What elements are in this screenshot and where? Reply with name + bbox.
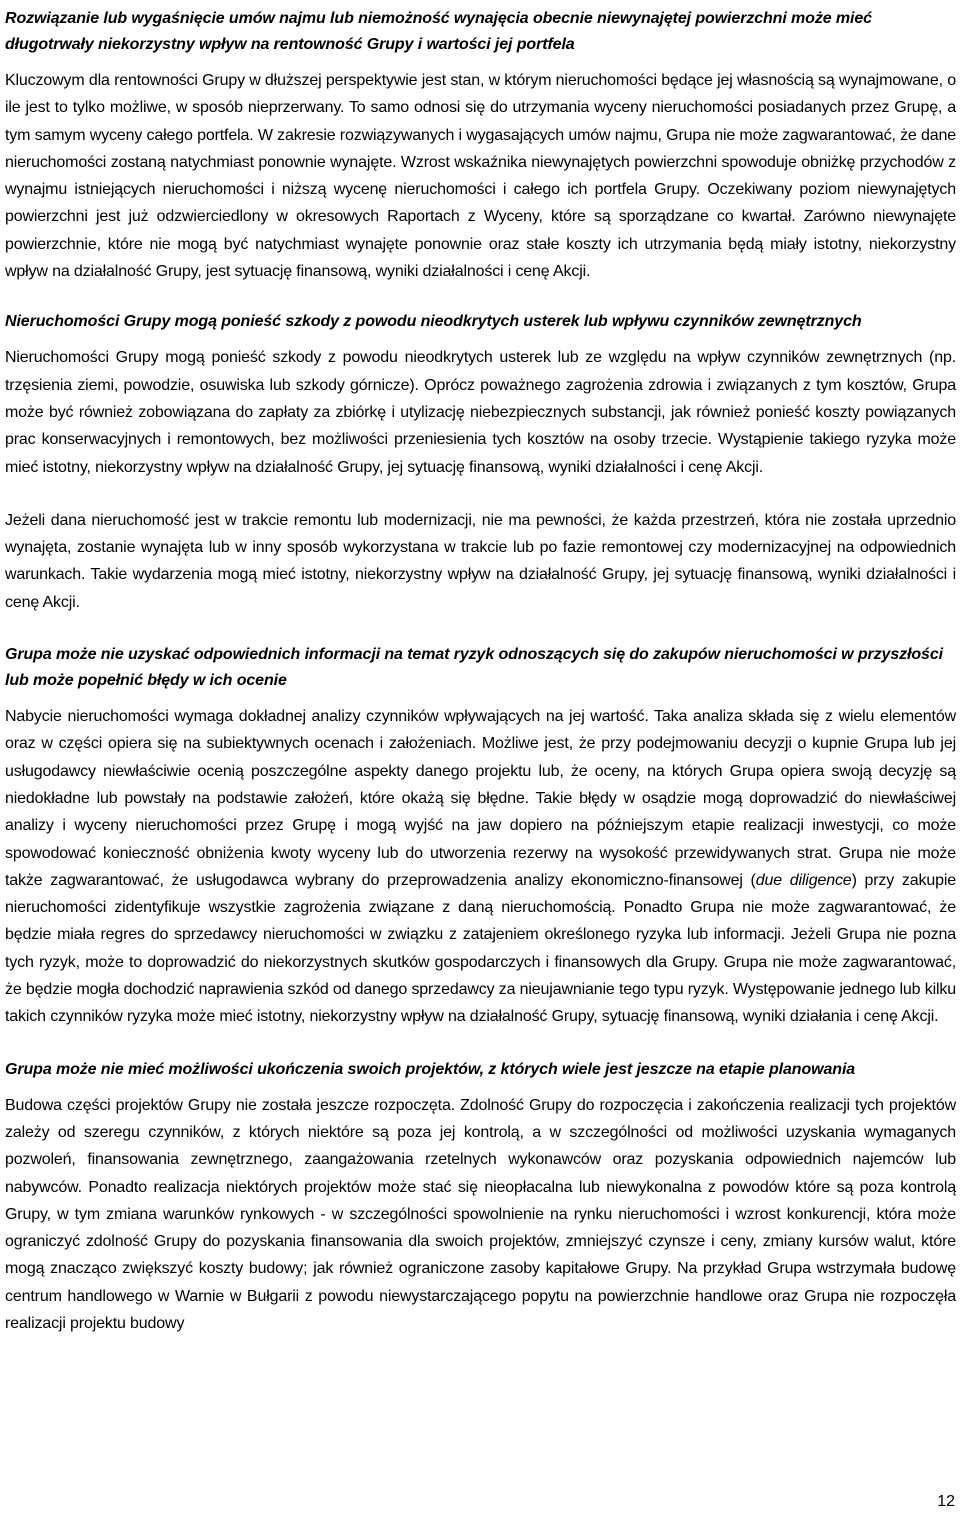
section-lease-termination <box>5 6 956 285</box>
section-heading: Grupa może nie mieć możliwości ukończenia swoich projektów, z których wiele jest jeszcze na etapie planowania <box>5 1060 856 1078</box>
section-acquisition-risk <box>5 642 956 1031</box>
section-property-damage <box>5 309 956 616</box>
paragraph-text: ) przy zakupie nieruchomości zidentyfikuje wszystkie zagrożenia związane z daną nieruchomością. Ponadto Grupa nie może zagwarantować, że będzie miała regres do sprzedawcy nieruchomości w związku z zatajeniem określonego ryzyka lub informacji. Jeżeli Grupa nie pozna tych ryzyk, może to doprowadzić do niekorzystnych skutków gospodarczych i finansowych dla Grupy. Grupa nie może zagwarantować, że będzie mogła dochodzić naprawienia szkód od danego sprzedawcy za nieujawnianie tego typu ryzyk. Występowanie jednego lub kilku takich czynników ryzyka może mieć istotny, niekorzystny wpływ na działalność Grupy, sytuację finansową, wyniki działania i cenę Akcji. <box>5 871 956 1026</box>
paragraph-text: Nabycie nieruchomości wymaga dokładnej analizy czynników wpływających na jej wartość. Taka analiza składa się z wielu elementów oraz w części opiera się na subiektywnych ocenach i założeniach. Możliwe jest, że przy podejmowaniu decyzji o kupnie Grupa lub jej usługodawcy niewłaściwie ocenią poszczególne aspekty danego projektu lub, że oceny, na których Grupa opiera swoją decyzję są niedokładne lub powstały na podstawie założeń, które okażą się błędne. Takie błędy w osądzie mogą doprowadzić do niewłaściwej analizy i wyceny nieruchomości przez Grupę i mogą wyjść na jaw dopiero na późniejszym etapie realizacji inwestycji, co może spowodować konieczność obniżenia kwoty wyceny lub do utworzenia rezerwy na wysokość przewidywanych strat. Grupa nie może także zagwarantować, że usługodawca wybrany do przeprowadzenia analizy ekonomiczno-finansowej ( <box>5 708 956 889</box>
section-project-completion <box>5 1057 956 1338</box>
paragraph: Jeżeli dana nieruchomość jest w trakcie remontu lub modernizacji, nie ma pewności, że każda przestrzeń, która nie została uprzednio wynajęta, zostanie wynajęta lub w inny sposób wykorzystana w trakcie lub po fazie remontowej czy modernizacyjnej na odpowiednich warunkach. Takie wydarzenia mogą mieć istotny, niekorzystny wpływ na działalność Grupy, jej sytuację finansową, wyniki działalności i cenę Akcji. <box>5 511 956 611</box>
section-heading: Grupa może nie uzyskać odpowiednich informacji na temat ryzyk odnoszących się do zakupów nieruchomości w przyszłości lub może popełnić błędy w ich ocenie <box>5 646 943 690</box>
paragraph: Kluczowym dla rentowności Grupy w dłuższej perspektywie jest stan, w którym nieruchomości będące jej własnością są wynajmowane, o ile jest to tylko możliwe, w sposób nieprzerwany. To samo odnosi się do utrzymania wyceny nieruchomości posiadanych przez Grupę, a tym samym wyceny całego portfela. W zakresie rozwiązywanych i wygasających umów najmu, Grupa nie może zagwarantować, że dane nieruchomości zostaną natychmiast ponownie wynajęte. Wzrost wskaźnika niewynajętych powierzchni spowoduje obniżkę przychodów z wynajmu istniejących nieruchomości i niższą wycenę nieruchomości i całego ich portfela Grupy. Oczekiwany poziom niewynajętych powierzchni jest już odzwierciedlony w okresowych Raportach z Wyceny, które są sporządzane co kwartał. Zarówno niewynajęte powierzchnie, które nie mogą być natychmiast wynajęte ponownie oraz stałe koszty ich utrzymania będą miały istotny, niekorzystny wpływ na działalność Grupy, jest sytuację finansową, wyniki działalności i cenę Akcji. <box>5 72 956 281</box>
section-heading: Nieruchomości Grupy mogą ponieść szkody z powodu nieodkrytych usterek lub wpływu czynników zewnętrznych <box>5 313 862 331</box>
paragraph: Budowa części projektów Grupy nie została jeszcze rozpoczęta. Zdolność Grupy do rozpoczęcia i zakończenia realizacji tych projektów zależy od szeregu czynników, z których niektóre są poza jej kontrolą, a w szczególności od możliwości uzyskania wymaganych pozwoleń, finansowania zewnętrznego, zaangażowania rzetelnych wykonawców oraz pozyskania odpowiednich najemców lub nabywców. Ponadto realizacja niektórych projektów może stać się nieopłacalna lub niewykonalna z powodów które są poza kontrolą Grupy, w tym zmiana warunków rynkowych - w szczególności spowolnienie na rynku nieruchomości i wzrost konkurencji, która może ograniczyć zdolność Grupy do pozyskania finansowania dla swoich projektów, zmniejszyć czynsze i ceny, zmiany kursów walut, które mogą znacząco zwiększyć koszty budowy; jak również ograniczone zasoby kapitałowe Grupy. Na przykład Grupa wstrzymała budowę centrum handlowego w Warnie w Bułgarii z powodu niewystarczającego popytu na powierzchnie handlowe oraz Grupa nie rozpoczęła realizacji projektu budowy <box>5 1096 956 1332</box>
document-page <box>5 0 956 1337</box>
page-number: 12 <box>937 1493 955 1510</box>
paragraph: Nieruchomości Grupy mogą ponieść szkody z powodu nieodkrytych usterek lub ze względu na wpływ czynników zewnętrznych (np. trzęsienia ziemi, powodzie, osuwiska lub szkody górnicze). Oprócz poważnego zagrożenia zdrowia i związanych z tym kosztów, Grupa może być również zobowiązana do zapłaty za zbiórkę i utylizację niebezpiecznych substancji, jak również ponieść koszty powiązanych prac konserwacyjnych i remontowych, bez możliwości przeniesienia tych kosztów na osoby trzecie. Wystąpienie takiego ryzyka może mieć istotny, niekorzystny wpływ na działalność Grupy, jej sytuację finansową, wyniki działalności i cenę Akcji. <box>5 349 956 476</box>
paragraph-italic-term: due diligence <box>755 871 852 889</box>
paragraph <box>5 703 956 1031</box>
section-heading: Rozwiązanie lub wygaśnięcie umów najmu lub niemożność wynajęcia obecnie niewynajętej powierzchni może mieć długotrwały niekorzystny wpływ na rentowność Grupy i wartości jej portfela <box>5 10 872 53</box>
